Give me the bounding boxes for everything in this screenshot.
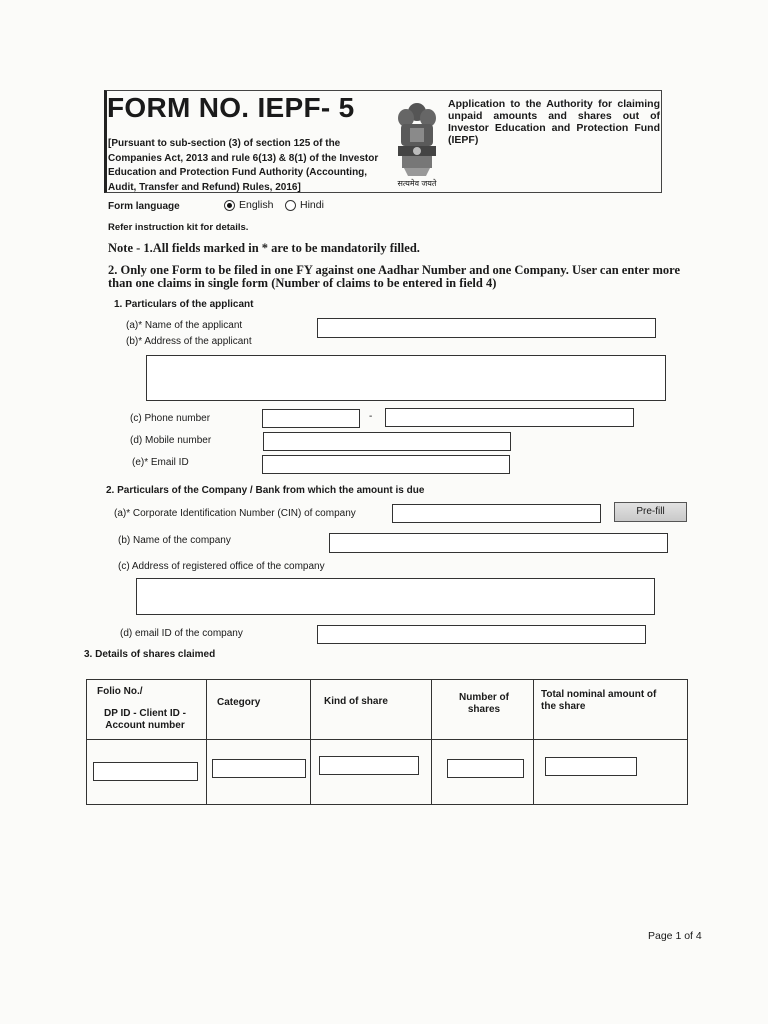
folio-input[interactable] — [93, 762, 198, 781]
email-input[interactable] — [262, 455, 510, 474]
cin-label: (a)* Corporate Identification Number (CIN) of company — [114, 508, 356, 519]
page-number: Page 1 of 4 — [648, 930, 702, 942]
company-email-input[interactable] — [317, 625, 646, 644]
mobile-label: (d) Mobile number — [130, 435, 212, 446]
applicant-address-input[interactable] — [146, 355, 666, 401]
section1-title: 1. Particulars of the applicant — [114, 299, 254, 310]
company-address-label: (c) Address of registered office of the company — [118, 561, 325, 572]
phone-number-input[interactable] — [385, 408, 634, 427]
phone-label: (c) Phone number — [130, 413, 211, 424]
radio-unselected-icon[interactable] — [285, 200, 296, 211]
emblem-motto: सत्यमेव जयते — [397, 179, 437, 188]
company-name-input[interactable] — [329, 533, 668, 553]
note-mandatory: Note - 1.All fields marked in * are to be mandatorily filled. — [108, 241, 420, 255]
number-of-shares-input[interactable] — [447, 759, 524, 778]
national-emblem — [386, 98, 448, 190]
prefill-button[interactable]: Pre-fill — [614, 502, 687, 522]
company-name-label: (b) Name of the company — [118, 535, 231, 546]
col-nominal-header: Total nominal amount of the share — [541, 689, 657, 712]
phone-separator: - — [369, 411, 373, 422]
language-hindi-label: Hindi — [300, 199, 324, 211]
pursuant-text: [Pursuant to sub-section (3) of section 125 of the Companies Act, 2013 and rule 6(13) & 8(1) of the Investor Education and Protection Fund Authority (Accounting, Audit, Transfer and Refund) Rules, 2016] — [108, 138, 379, 193]
section2-title: 2. Particulars of the Company / Bank from which the amount is due — [106, 485, 425, 496]
language-english-label: English — [239, 199, 274, 211]
col-folio-header: Folio No./ — [97, 686, 143, 697]
shares-claimed-table — [86, 679, 688, 805]
application-title: Application to the Authority for claiming unpaid amounts and shares out of Investor Education and Protection Fund (IEPF) — [448, 98, 660, 146]
company-email-label: (d) email ID of the company — [120, 628, 243, 639]
language-option-english[interactable] — [224, 199, 273, 211]
col-category-header: Category — [217, 697, 261, 708]
form-language-label: Form language — [108, 201, 180, 212]
col-number-header: Number of shares — [459, 692, 509, 715]
kind-of-share-input[interactable] — [319, 756, 419, 775]
radio-selected-icon[interactable] — [224, 200, 235, 211]
col-kind-header: Kind of share — [324, 696, 388, 707]
nominal-amount-input[interactable] — [545, 757, 637, 776]
language-option-hindi[interactable] — [285, 199, 324, 211]
section3-title: 3. Details of shares claimed — [84, 649, 216, 660]
applicant-name-label: (a)* Name of the applicant — [126, 320, 243, 331]
col-dpid-header: DP ID - Client ID - Account number — [103, 708, 187, 731]
category-input[interactable] — [212, 759, 306, 778]
applicant-name-input[interactable] — [317, 318, 656, 338]
lion-capital-icon — [386, 98, 448, 178]
company-address-input[interactable] — [136, 578, 655, 615]
mobile-number-input[interactable] — [263, 432, 511, 451]
email-label: (e)* Email ID — [132, 457, 189, 468]
refer-instruction: Refer instruction kit for details. — [108, 222, 249, 233]
form-title: FORM NO. IEPF- 5 — [107, 92, 355, 123]
applicant-address-label: (b)* Address of the applicant — [126, 336, 252, 347]
cin-input[interactable] — [392, 504, 601, 523]
phone-code-input[interactable] — [262, 409, 360, 428]
note-one-form: 2. Only one Form to be filed in one FY against one Aadhar Number and one Company. User can enter more than one claims in single form (Number of claims to be entered in field 4) — [108, 263, 681, 290]
